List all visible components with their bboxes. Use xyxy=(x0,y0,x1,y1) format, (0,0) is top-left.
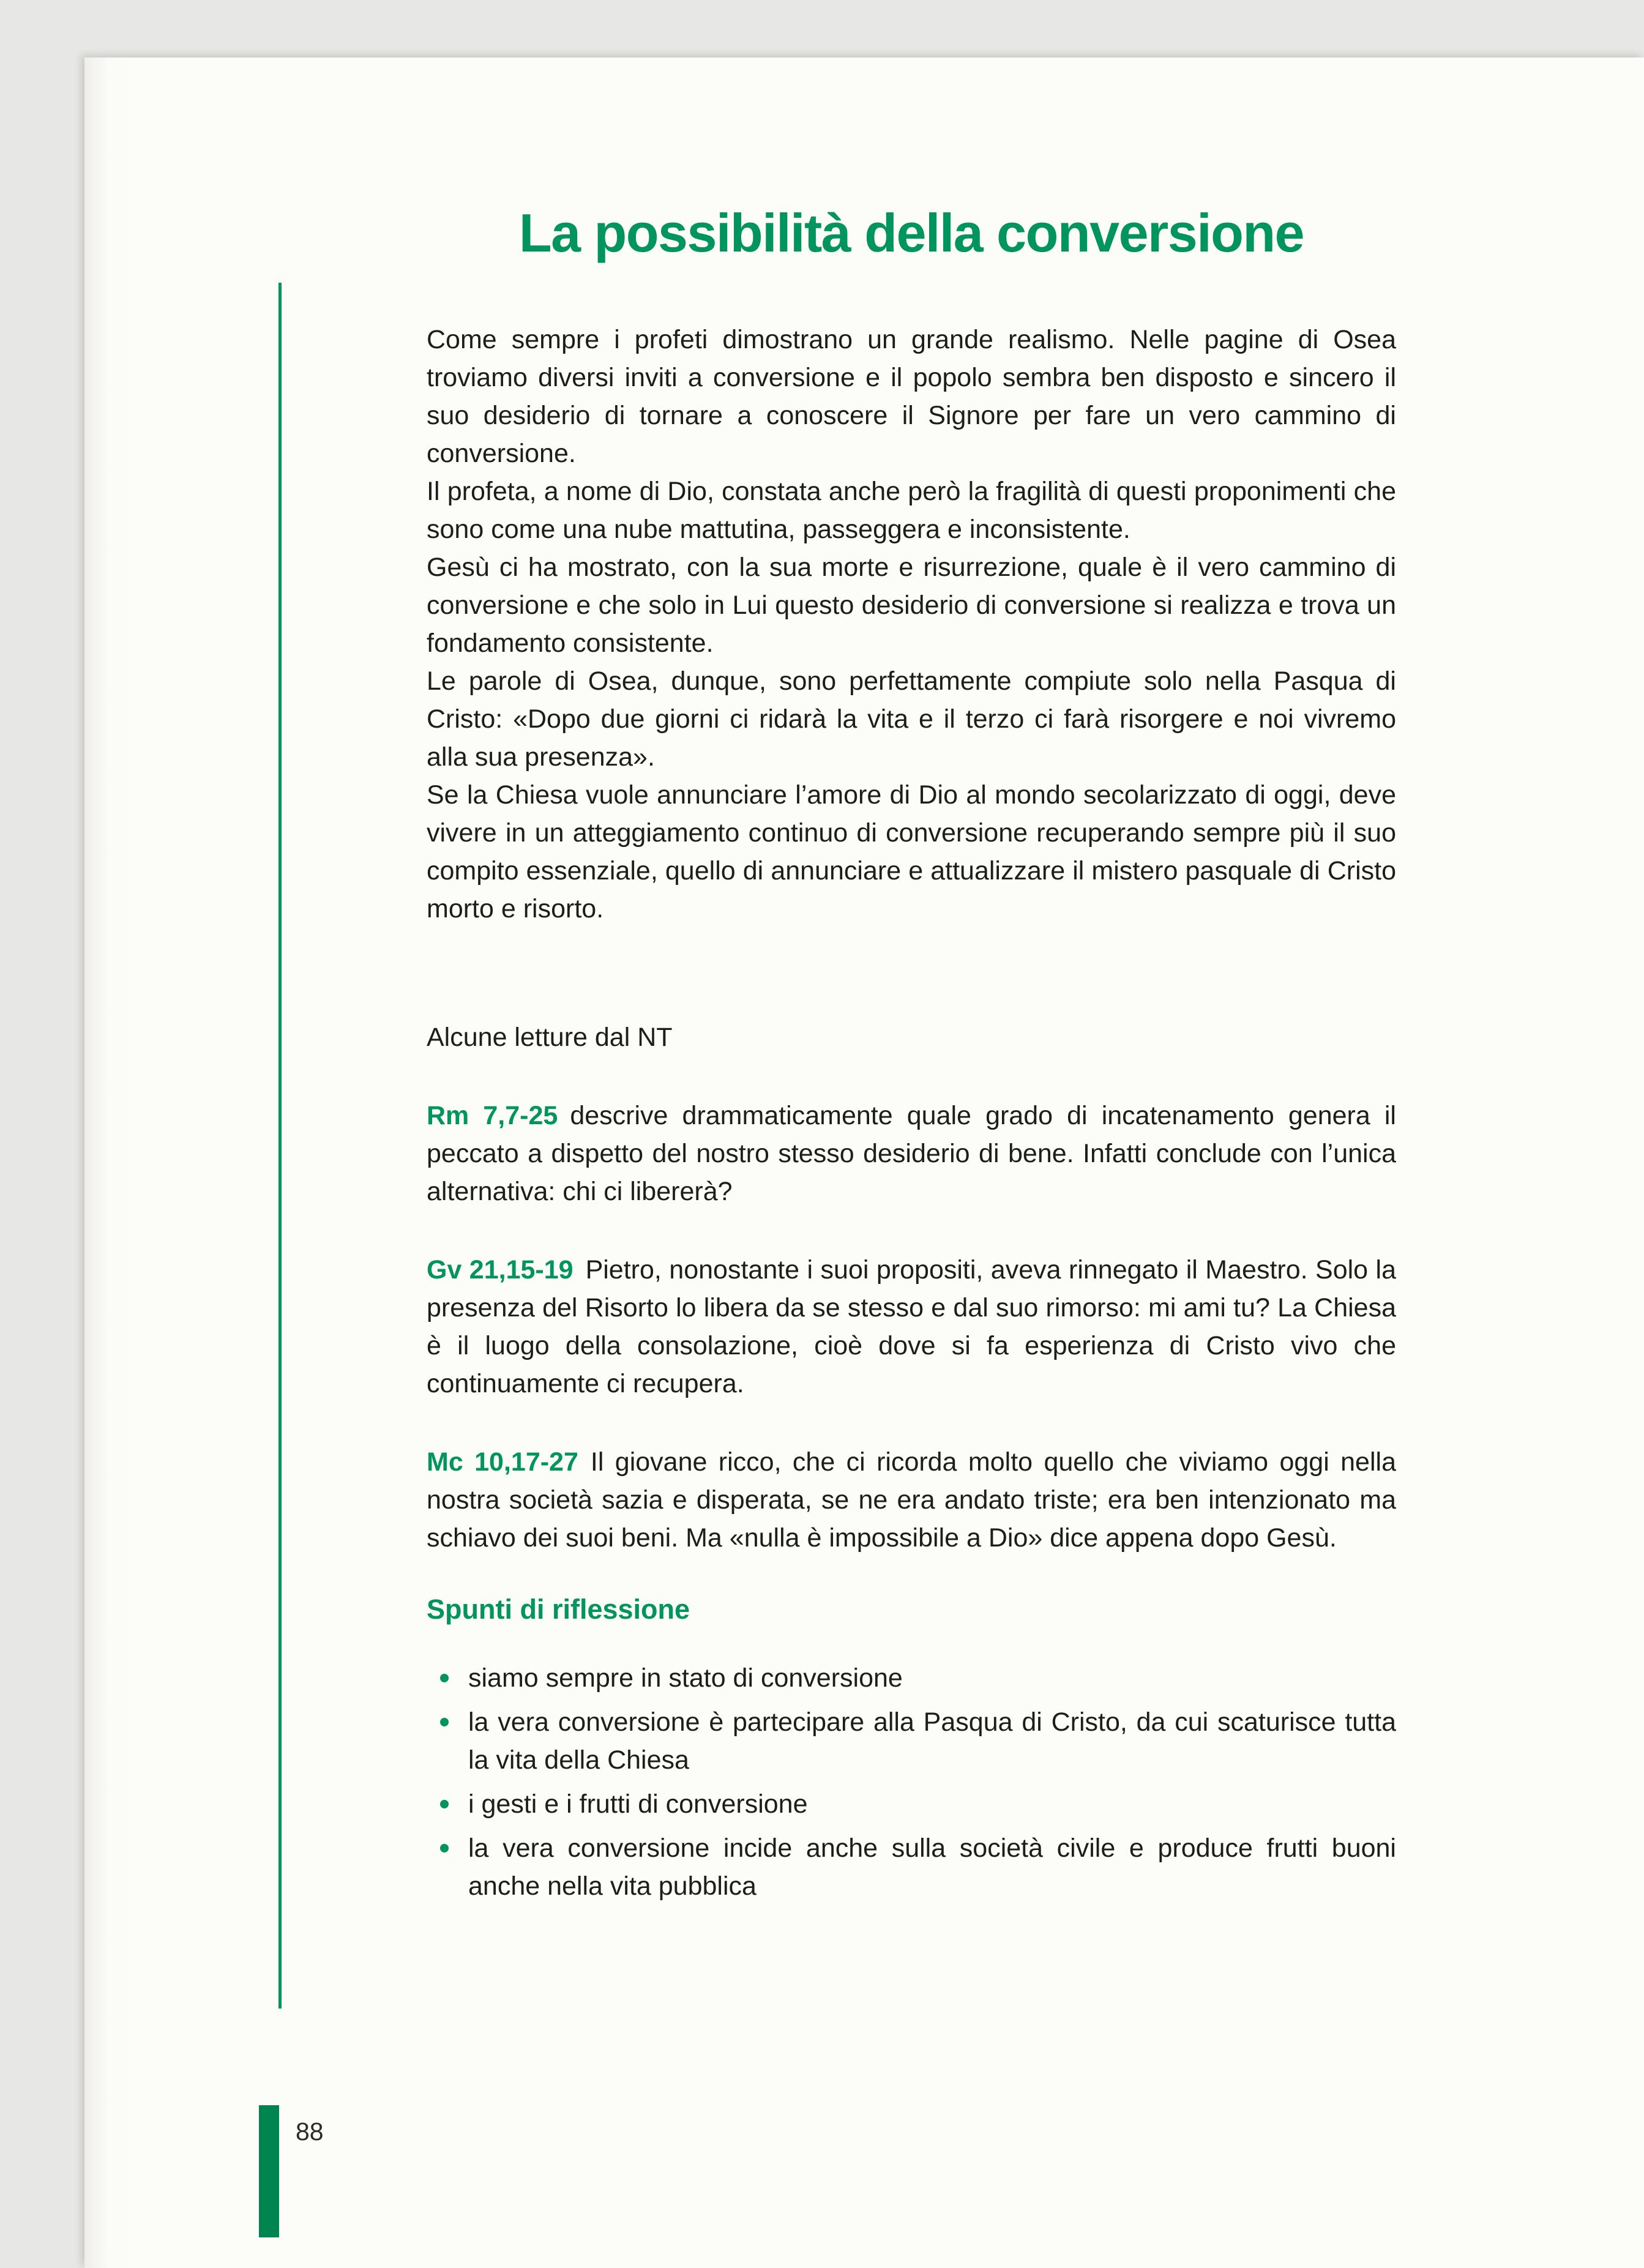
footer-green-bar xyxy=(259,2105,279,2237)
intro-paragraph: Gesù ci ha mostrato, con la sua morte e risurrezione, quale è il vero cammino di conversione e che solo in Lui questo desiderio di conversione si realizza e trova un fondamento consistente. xyxy=(427,553,1396,658)
page-number: 88 xyxy=(296,2117,324,2146)
text-column xyxy=(427,321,1396,1911)
reading-reference: Mc 10,17-27 xyxy=(427,1447,578,1477)
bullet-text: la vera conversione incide anche sulla società civile e produce frutti buoni anche nella vita pubblica xyxy=(468,1833,1396,1901)
reading-text: descrive drammaticamente quale grado di incatenamento genera il peccato a dispetto del nostro stesso desiderio di bene. Infatti conclude con l’unica alternativa: chi ci libererà? xyxy=(427,1101,1396,1206)
left-green-rule xyxy=(278,283,282,2009)
reading-text: Il giovane ricco, che ci ricorda molto quello che viviamo oggi nella nostra società sazia e disperata, se ne era andato triste; era ben intenzionato ma schiavo dei suoi beni. Ma «nulla è impossibile a Dio» dice appena dopo Gesù. xyxy=(427,1447,1396,1553)
reflection-heading: Spunti di riflessione xyxy=(427,1594,690,1625)
nt-readings-heading: Alcune letture dal NT xyxy=(427,1023,673,1052)
page-title: La possibilità della conversione xyxy=(518,203,1304,263)
bullet-list xyxy=(427,1659,1396,1905)
bullet-item xyxy=(427,1659,1396,1697)
intro-paragraph: Le parole di Osea, dunque, sono perfettamente compiute solo nella Pasqua di Cristo: «Dopo due giorni ci ridarà la vita e il terzo ci farà risorgere e noi vivremo alla sua presenza». xyxy=(427,666,1396,772)
bullet-dot-icon xyxy=(440,1718,449,1726)
reading-paragraph xyxy=(427,1251,1396,1403)
intro-paragraph: Come sempre i profeti dimostrano un grande realismo. Nelle pagine di Osea troviamo diversi inviti a conversione e il popolo sembra ben disposto e sincero il suo desiderio di tornare a conoscere il Signore per fare un vero cammino di conversione. xyxy=(427,325,1396,468)
intro-paragraph: Il profeta, a nome di Dio, constata anche però la fragilità di questi proponimenti che sono come una nube mattutina, passeggera e inconsistente. xyxy=(427,477,1396,544)
bullet-dot-icon xyxy=(440,1800,449,1808)
reading-text: Pietro, nonostante i suoi propositi, aveva rinnegato il Maestro. Solo la presenza del Risorto lo libera da se stesso e dal suo rimorso: mi ami tu? La Chiesa è il luogo della consolazione, cioè dove si fa esperienza di Cristo vivo che continuamente ci recupera. xyxy=(427,1255,1397,1398)
bullet-item xyxy=(427,1829,1396,1905)
bullet-dot-icon xyxy=(440,1844,449,1852)
bullet-text: la vera conversione è partecipare alla Pasqua di Cristo, da cui scaturisce tutta la vita della Chiesa xyxy=(468,1707,1396,1775)
reading-reference: Rm 7,7-25 xyxy=(427,1101,558,1130)
bullet-item xyxy=(427,1785,1396,1823)
reading-paragraph xyxy=(427,1443,1396,1557)
intro-paragraph: Se la Chiesa vuole annunciare l’amore di Dio al mondo secolarizzato di oggi, deve vivere in un atteggiamento continuo di conversione recuperando sempre più il suo compito essenziale, quello di annunciare e attualizzare il mistero pasquale di Cristo morto e risorto. xyxy=(427,780,1396,923)
reading-reference: Gv 21,15-19 xyxy=(427,1255,574,1285)
bullet-item xyxy=(427,1703,1396,1779)
bullet-text: siamo sempre in stato di conversione xyxy=(468,1663,903,1693)
reading-paragraph xyxy=(427,1097,1396,1210)
scanned-page xyxy=(84,58,1644,2268)
bullet-text: i gesti e i frutti di conversione xyxy=(468,1789,808,1819)
bullet-dot-icon xyxy=(440,1674,449,1682)
